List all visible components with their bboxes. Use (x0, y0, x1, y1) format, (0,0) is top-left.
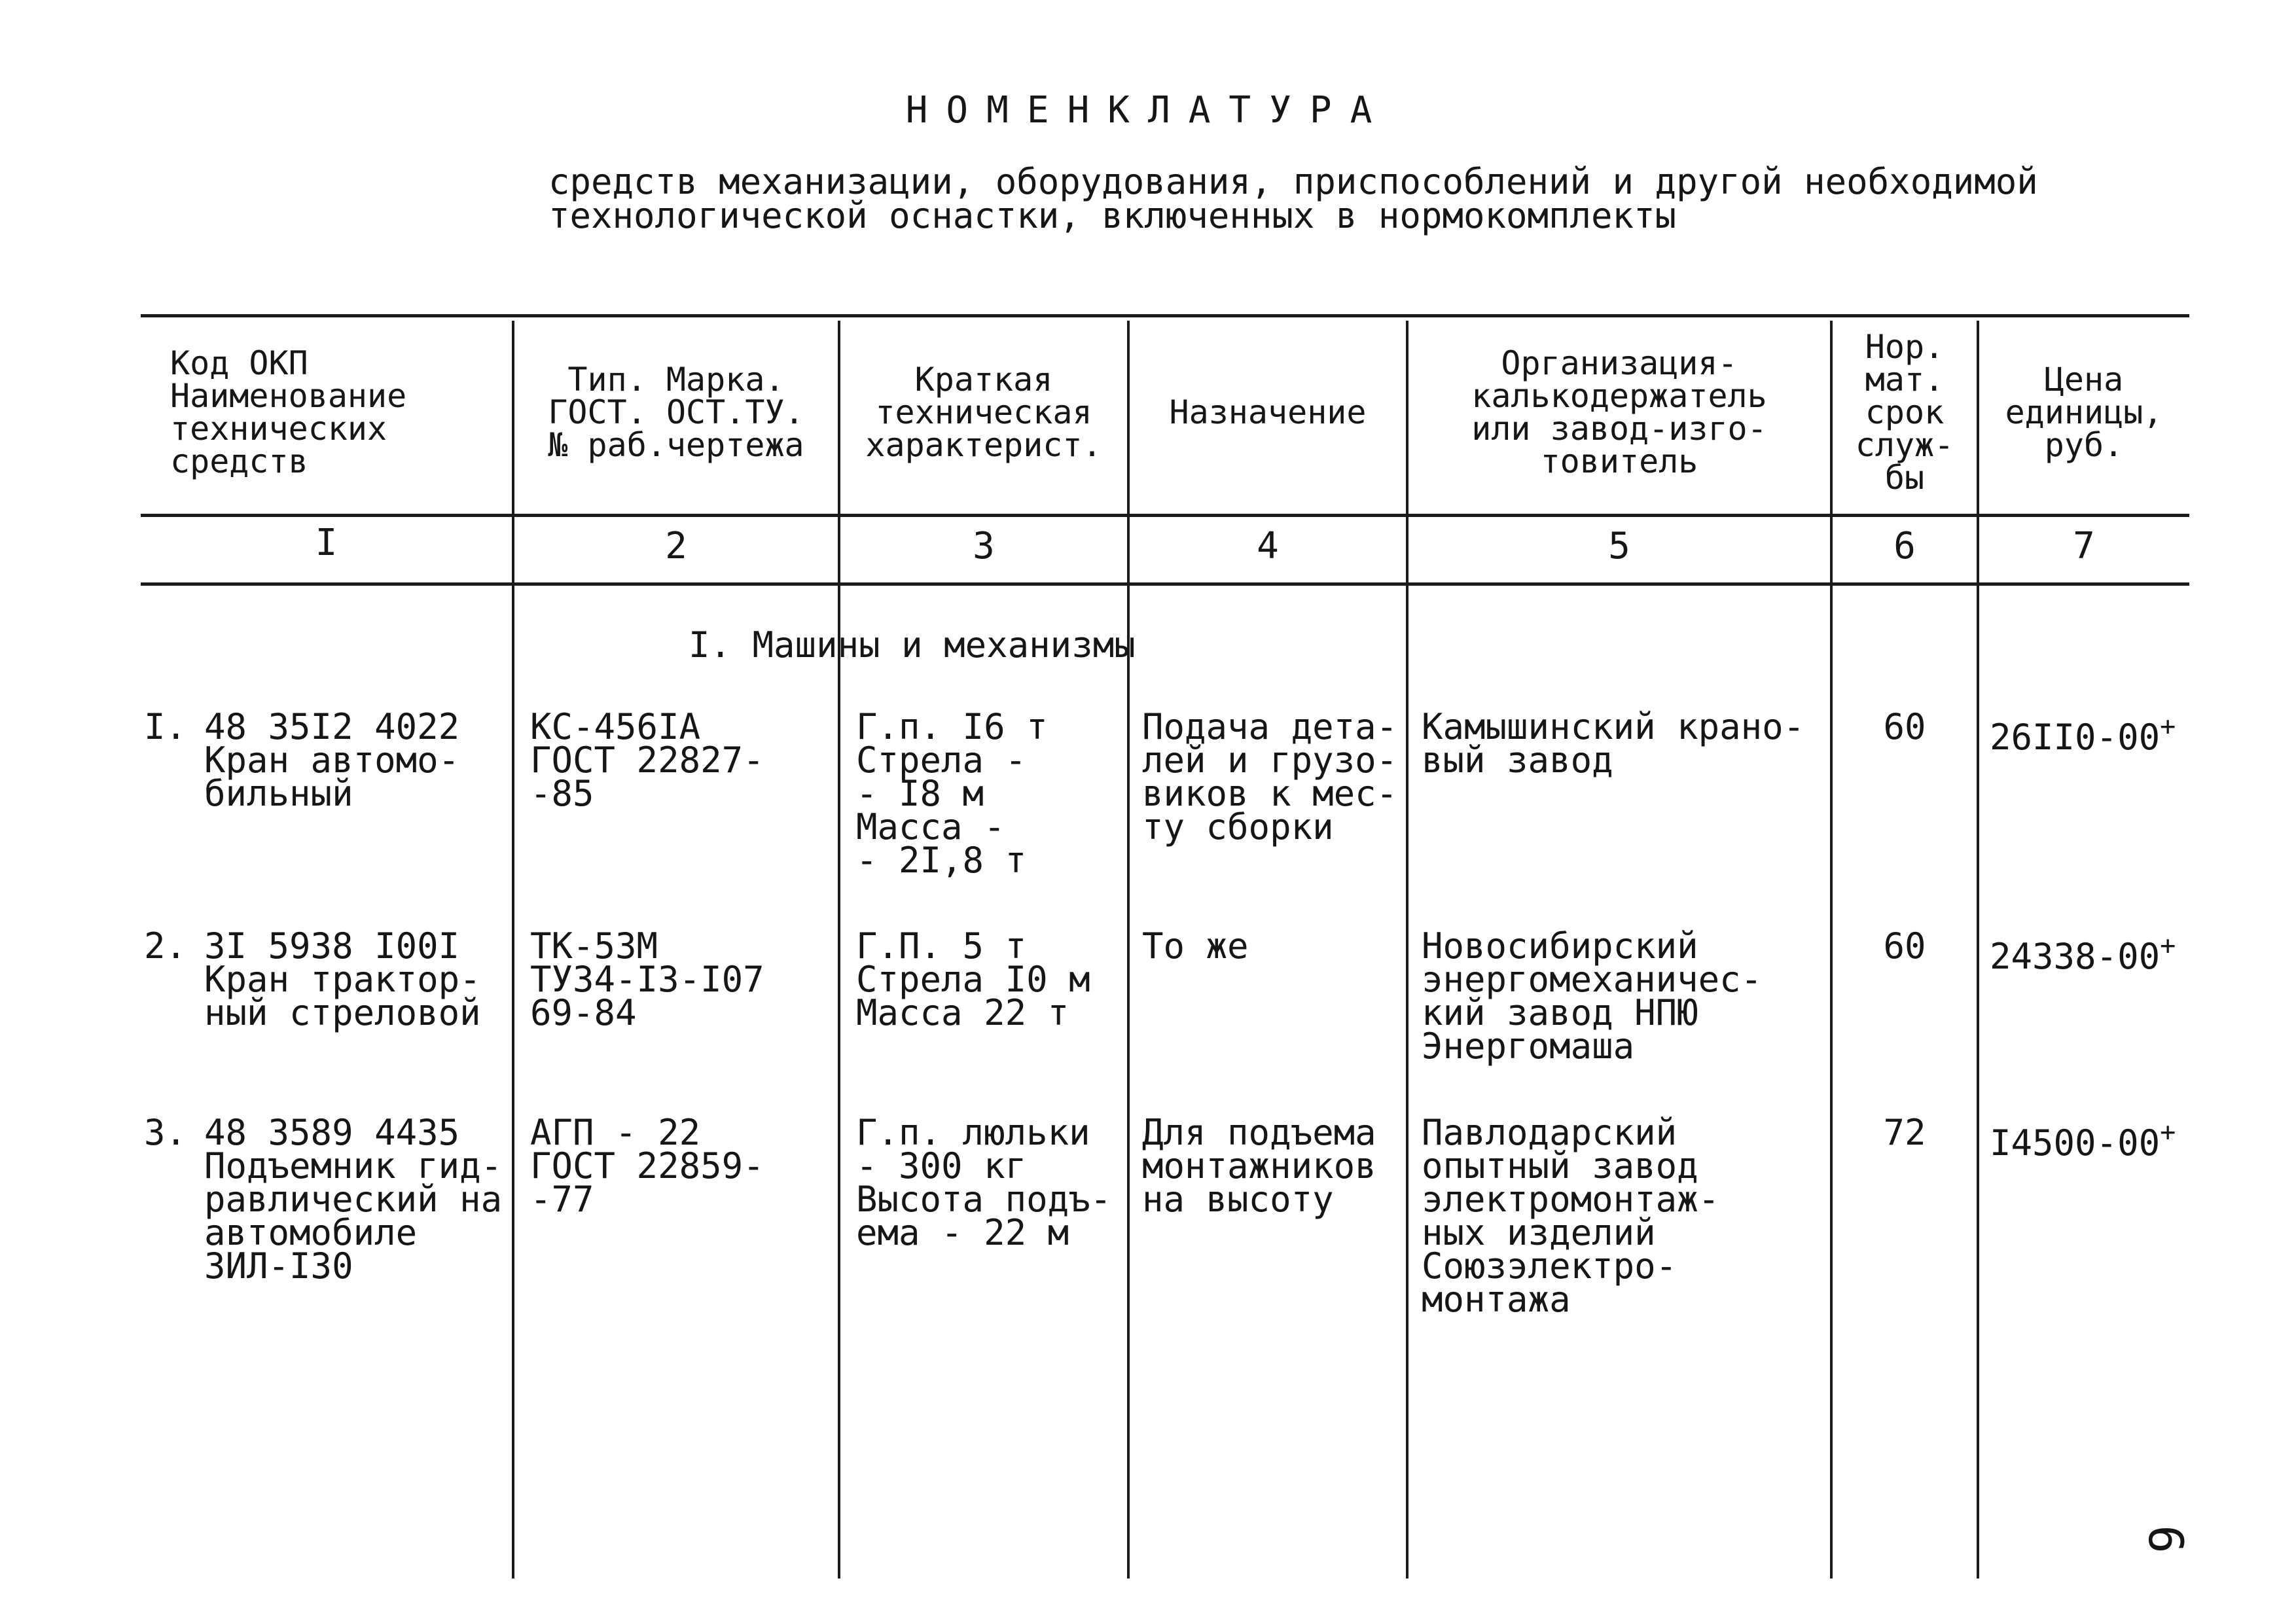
column-number: 7 (2073, 525, 2095, 567)
row-organization: Камышинский крано- вый завод (1422, 706, 1805, 781)
column-number: 6 (1893, 525, 1916, 567)
row-spec: Г.П. 5 т Стрела I0 м Масса 22 т (856, 925, 1090, 1033)
column-header-price: Цена единицы, руб. (2005, 361, 2163, 464)
price-mark: + (2160, 931, 2176, 961)
price-mark: + (2160, 1117, 2176, 1147)
row-spec: Г.п. I6 т Стрела - - I8 м Масса - - 2I,8 т (856, 706, 1048, 881)
row-purpose: Подача дета- лей и грузо- виков к мес- ту сборки (1142, 706, 1398, 847)
row-code-name: 48 35I2 4022 Кран автомо- бильный (204, 706, 460, 814)
row-number: I. (144, 706, 187, 747)
column-divider (1406, 321, 1408, 1578)
row-service-life: 60 (1883, 706, 1926, 747)
row-type: АГП - 22 ГОСТ 22859- -77 (530, 1112, 764, 1220)
column-numbers-rule (141, 582, 2189, 586)
price-mark: + (2160, 711, 2176, 741)
column-number: 5 (1608, 525, 1630, 567)
row-code-name: 48 3589 4435 Подъемник гид- равлический на автомобиле ЗИЛ-I30 (204, 1112, 503, 1287)
row-price: 24338-00+ (1990, 931, 2176, 977)
row-code-name: 3I 5938 I00I Кран трактор- ный стреловой (204, 925, 481, 1033)
document-title: НОМЕНКЛАТУРА (905, 89, 1391, 132)
row-type: КС-456IA ГОСТ 22827- -85 (530, 706, 764, 814)
row-number: 3. (144, 1112, 187, 1153)
table-top-rule (141, 314, 2189, 317)
column-number: 2 (665, 525, 687, 567)
column-divider (1127, 321, 1130, 1578)
row-type: ТК-53М ТУ34-I3-I07 69-84 (530, 925, 764, 1033)
row-organization: Павлодарский опытный завод электромонтаж- ных изделий Союзэлектро- монтажа (1422, 1112, 1720, 1320)
row-service-life: 60 (1883, 925, 1926, 967)
row-service-life: 72 (1883, 1112, 1926, 1153)
column-header-type: Тип. Марка. ГОСТ. ОСТ.ТУ. № раб.чертежа (548, 361, 804, 464)
column-divider (512, 321, 514, 1578)
row-price: I4500-00+ (1990, 1117, 2176, 1164)
header-bottom-rule (141, 514, 2189, 517)
column-divider (838, 321, 840, 1578)
column-number: I (315, 522, 338, 564)
column-divider (1977, 321, 1979, 1578)
column-header-purpose: Назначение (1169, 393, 1367, 431)
row-spec: Г.п. люльки - 300 кг Высота подъ- ема - 22 м (856, 1112, 1112, 1253)
column-header-spec: Краткая техническая характерист. (865, 361, 1102, 464)
row-organization: Новосибирский энергомеханичес- кий завод НПЮ Энергомаша (1422, 925, 1763, 1067)
column-header-service-life: Нор. мат. срок служ- бы (1855, 328, 1954, 497)
column-header-code-name: Код ОКП Наименование технических средств (170, 344, 407, 480)
page-number: 9 (2140, 1525, 2195, 1554)
column-number: 3 (973, 525, 995, 567)
column-number: 4 (1257, 525, 1279, 567)
row-price: 26II0-00+ (1990, 711, 2176, 758)
document-subtitle-line2: технологической оснастки, включенных в нормокомплекты (548, 195, 1677, 236)
row-number: 2. (144, 925, 187, 967)
row-purpose: Для подъема монтажников на высоту (1142, 1112, 1376, 1220)
section-title: I. Машины и механизмы (689, 624, 1136, 666)
column-header-organization: Организация- калькодержатель или завод-изго- товитель (1471, 344, 1767, 480)
row-purpose: То же (1142, 925, 1249, 967)
document-subtitle-line1: средств механизации, оборудования, приспособлений и другой необходимой (548, 161, 2038, 202)
